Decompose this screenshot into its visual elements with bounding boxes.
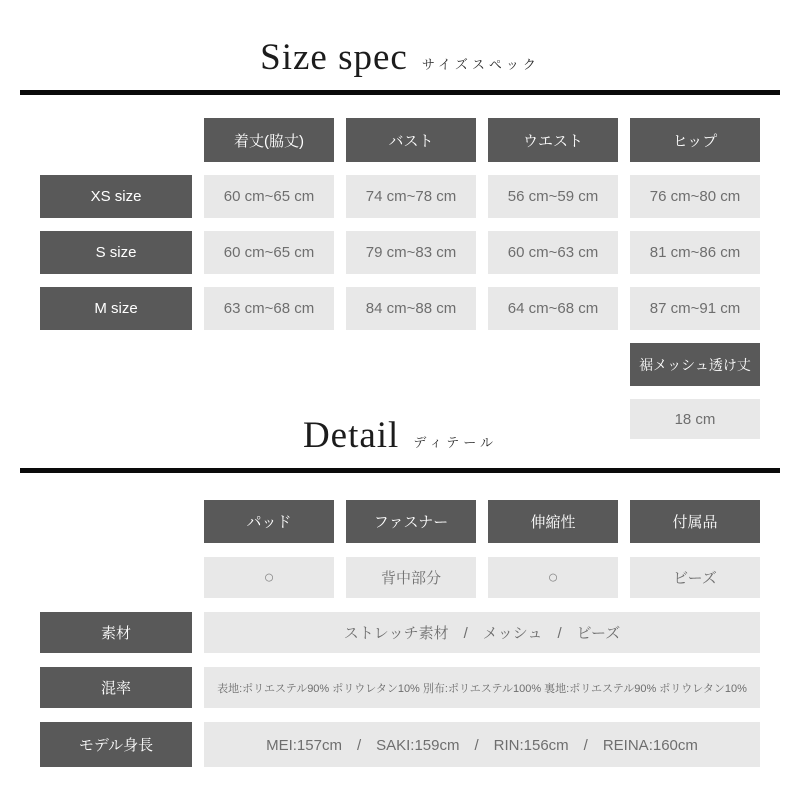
detail-value-pad: ○ (204, 557, 334, 598)
size-row-label-s: S size (40, 231, 192, 274)
hem-mesh-value: 18 cm (630, 399, 760, 439)
detail-value-accessory: ビーズ (630, 557, 760, 598)
detail-column-header-accessory: 付属品 (630, 500, 760, 543)
size-column-header-length: 着丈(脇丈) (204, 118, 334, 162)
size-cell-m-waist: 64 cm~68 cm (488, 287, 618, 330)
detail-row-value-material: ストレッチ素材 / メッシュ / ビーズ (204, 612, 760, 653)
detail-value-fastener: 背中部分 (346, 557, 476, 598)
detail-table (40, 500, 760, 767)
size-cell-s-length: 60 cm~65 cm (204, 231, 334, 274)
size-row-label-xs: XS size (40, 175, 192, 218)
size-column-header-hip: ヒップ (630, 118, 760, 162)
size-spec-title-en: Size spec (260, 37, 408, 78)
size-cell-xs-waist: 56 cm~59 cm (488, 175, 618, 218)
detail-divider (20, 468, 780, 473)
size-cell-xs-bust: 74 cm~78 cm (346, 175, 476, 218)
size-spec-divider (20, 90, 780, 95)
size-cell-s-waist: 60 cm~63 cm (488, 231, 618, 274)
size-cell-m-length: 63 cm~68 cm (204, 287, 334, 330)
detail-column-header-pad: パッド (204, 500, 334, 543)
size-column-header-waist: ウエスト (488, 118, 618, 162)
size-cell-m-bust: 84 cm~88 cm (346, 287, 476, 330)
hem-mesh-header: 裾メッシュ透け丈 (630, 343, 760, 386)
size-cell-s-hip: 81 cm~86 cm (630, 231, 760, 274)
size-cell-xs-length: 60 cm~65 cm (204, 175, 334, 218)
size-spec-title (0, 36, 800, 79)
size-row-label-m: M size (40, 287, 192, 330)
detail-title-ja: ディテール (413, 435, 498, 450)
size-cell-xs-hip: 76 cm~80 cm (630, 175, 760, 218)
detail-column-header-stretch: 伸縮性 (488, 500, 618, 543)
size-column-header-bust: バスト (346, 118, 476, 162)
detail-title (0, 414, 800, 457)
size-spec-table (40, 118, 760, 439)
detail-row-label-model-height: モデル身長 (40, 722, 192, 767)
size-cell-m-hip: 87 cm~91 cm (630, 287, 760, 330)
detail-row-label-material: 素材 (40, 612, 192, 653)
detail-value-stretch: ○ (488, 557, 618, 598)
size-spec-title-ja: サイズスペック (421, 57, 540, 72)
detail-row-value-model-height: MEI:157cm / SAKI:159cm / RIN:156cm / REINA:160cm (204, 722, 760, 767)
detail-title-en: Detail (302, 415, 400, 456)
size-cell-s-bust: 79 cm~83 cm (346, 231, 476, 274)
detail-column-header-fastener: ファスナー (346, 500, 476, 543)
detail-row-label-blend: 混率 (40, 667, 192, 708)
detail-row-value-blend: 表地:ポリエステル90% ポリウレタン10% 別布:ポリエステル100% 裏地:ポリエステル90% ポリウレタン10% (204, 667, 760, 708)
